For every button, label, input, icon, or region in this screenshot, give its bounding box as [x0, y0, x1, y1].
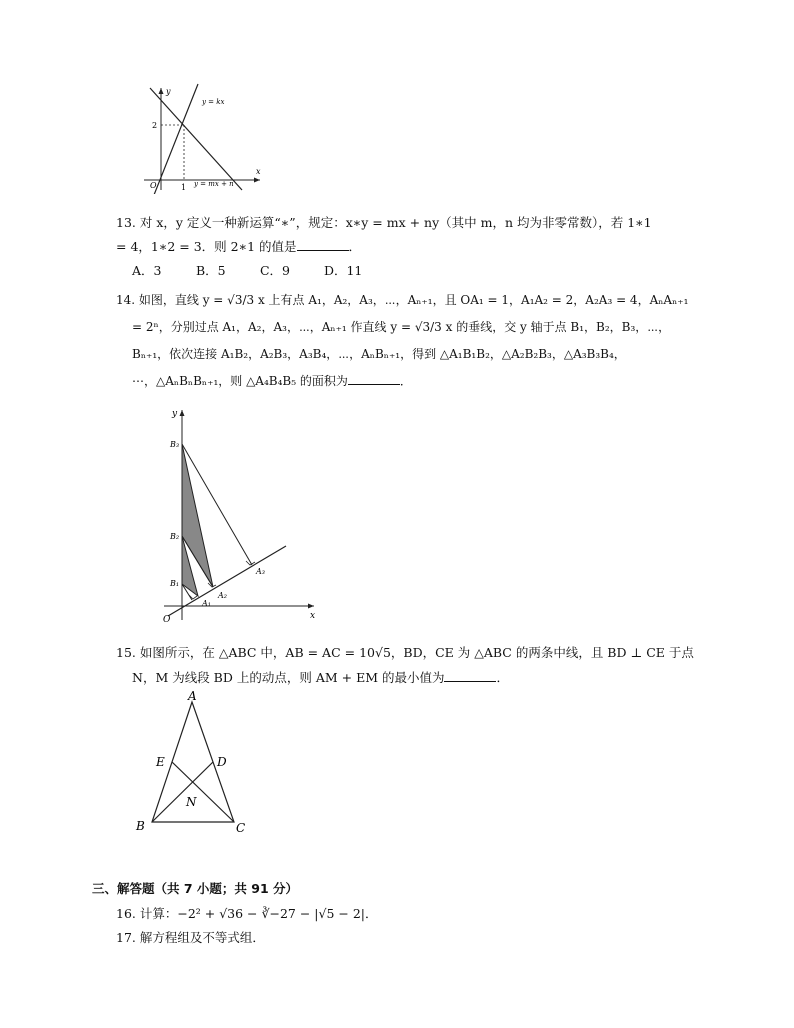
fig1-y-label: y	[166, 87, 171, 96]
fig2-a1: A₁	[202, 599, 211, 608]
q14-line2: = 2ⁿ，分别过点 A₁，A₂，A₃，⋯，Aₙ₊₁ 作直线 y = √3/3 x 的垂线，交 y 轴于点 B₁，B₂，B₃，⋯，	[132, 320, 671, 334]
q13-option-d: D．11	[323, 263, 363, 278]
fig1-tick-y: 2	[152, 121, 158, 130]
fig3-label-d: D	[217, 755, 227, 769]
q13-line1: 13. 对 x，y 定义一种新运算“∗”，规定：x∗y = mx + ny（其中 m，n 均为非零常数），若 1∗1	[116, 215, 652, 230]
q15-line2-text: N，M 为线段 BD 上的动点，则 AM + EM 的最小值为	[132, 670, 445, 685]
fig2-y-label: y	[172, 409, 178, 419]
q14-line4	[116, 368, 688, 395]
fig2-b3: B₃	[170, 440, 180, 449]
fig2-b2: B₂	[170, 532, 180, 541]
q14-line3: Bₙ₊₁，依次连接 A₁B₂，A₂B₃，A₃B₄，⋯，AₙBₙ₊₁，得到 △A₁B₁B₂，△A₂B₂B₃，△A₃B₃B₄，	[132, 347, 626, 361]
q13-options	[116, 259, 652, 283]
fig1-x-label: x	[256, 167, 261, 176]
fig2-a2: A₂	[218, 591, 227, 600]
q13-line2	[116, 235, 652, 259]
q14-answer-blank	[348, 372, 400, 385]
q14-line4-text: ⋯，△AₙBₙBₙ₊₁，则 △A₄B₄B₅ 的面积为	[132, 374, 348, 388]
fig3-label-e: E	[156, 755, 165, 769]
question-13	[116, 211, 652, 283]
q15-answer-blank	[444, 669, 496, 682]
section-3-title: 三、解答题（共 7 小题；共 91 分）	[92, 881, 299, 896]
q14-line4-end: ．	[399, 374, 412, 388]
fig3-label-n: N	[186, 795, 197, 809]
fig1-line1-label: y = kx	[202, 98, 225, 106]
fig2-b1: B₁	[170, 579, 180, 588]
q13-line2-end: ．	[348, 239, 362, 254]
q13-answer-blank	[297, 238, 349, 251]
fig3-label-b: B	[136, 819, 145, 833]
question-15	[116, 640, 694, 690]
fig2-x-label: x	[310, 611, 316, 621]
q15-line2	[116, 665, 694, 690]
q14-line1: 14. 如图，直线 y = √3/3 x 上有点 A₁，A₂，A₃，⋯，Aₙ₊₁，且 OA₁ = 1，A₁A₂ = 2，A₂A₃ = 4，AₙAₙ₊₁	[116, 293, 689, 307]
fig2-origin: O	[163, 615, 171, 625]
question-16: 16. 计算：−2² + √36 − ∛−27 − |√5 − 2|．	[116, 906, 378, 921]
q13-line2-text: = 4，1∗2 = 3．则 2∗1 的值是	[116, 239, 297, 254]
figure-triangle-abc	[130, 688, 260, 834]
fig1-tick-x: 1	[181, 183, 187, 192]
fig1-line2-label: y = mx + n	[194, 180, 234, 188]
q13-option-a: A．3	[132, 263, 162, 278]
fig2-a3: A₃	[256, 567, 265, 576]
fig1-origin: O	[150, 181, 157, 190]
question-17: 17. 解方程组及不等式组．	[116, 930, 265, 945]
figure-linear-functions	[138, 82, 268, 194]
q13-option-c: C．9	[259, 263, 290, 278]
fig3-label-c: C	[236, 821, 246, 834]
question-14	[116, 287, 688, 395]
fig3-label-a: A	[188, 689, 197, 703]
q15-line1: 15. 如图所示，在 △ABC 中，AB = AC = 10√5，BD，CE 为 △ABC 的两条中线，且 BD ⊥ CE 于点	[116, 645, 694, 660]
figure-triangles-sequence	[160, 404, 330, 630]
q13-option-b: B．5	[195, 263, 226, 278]
q15-line2-end: ．	[496, 670, 509, 685]
